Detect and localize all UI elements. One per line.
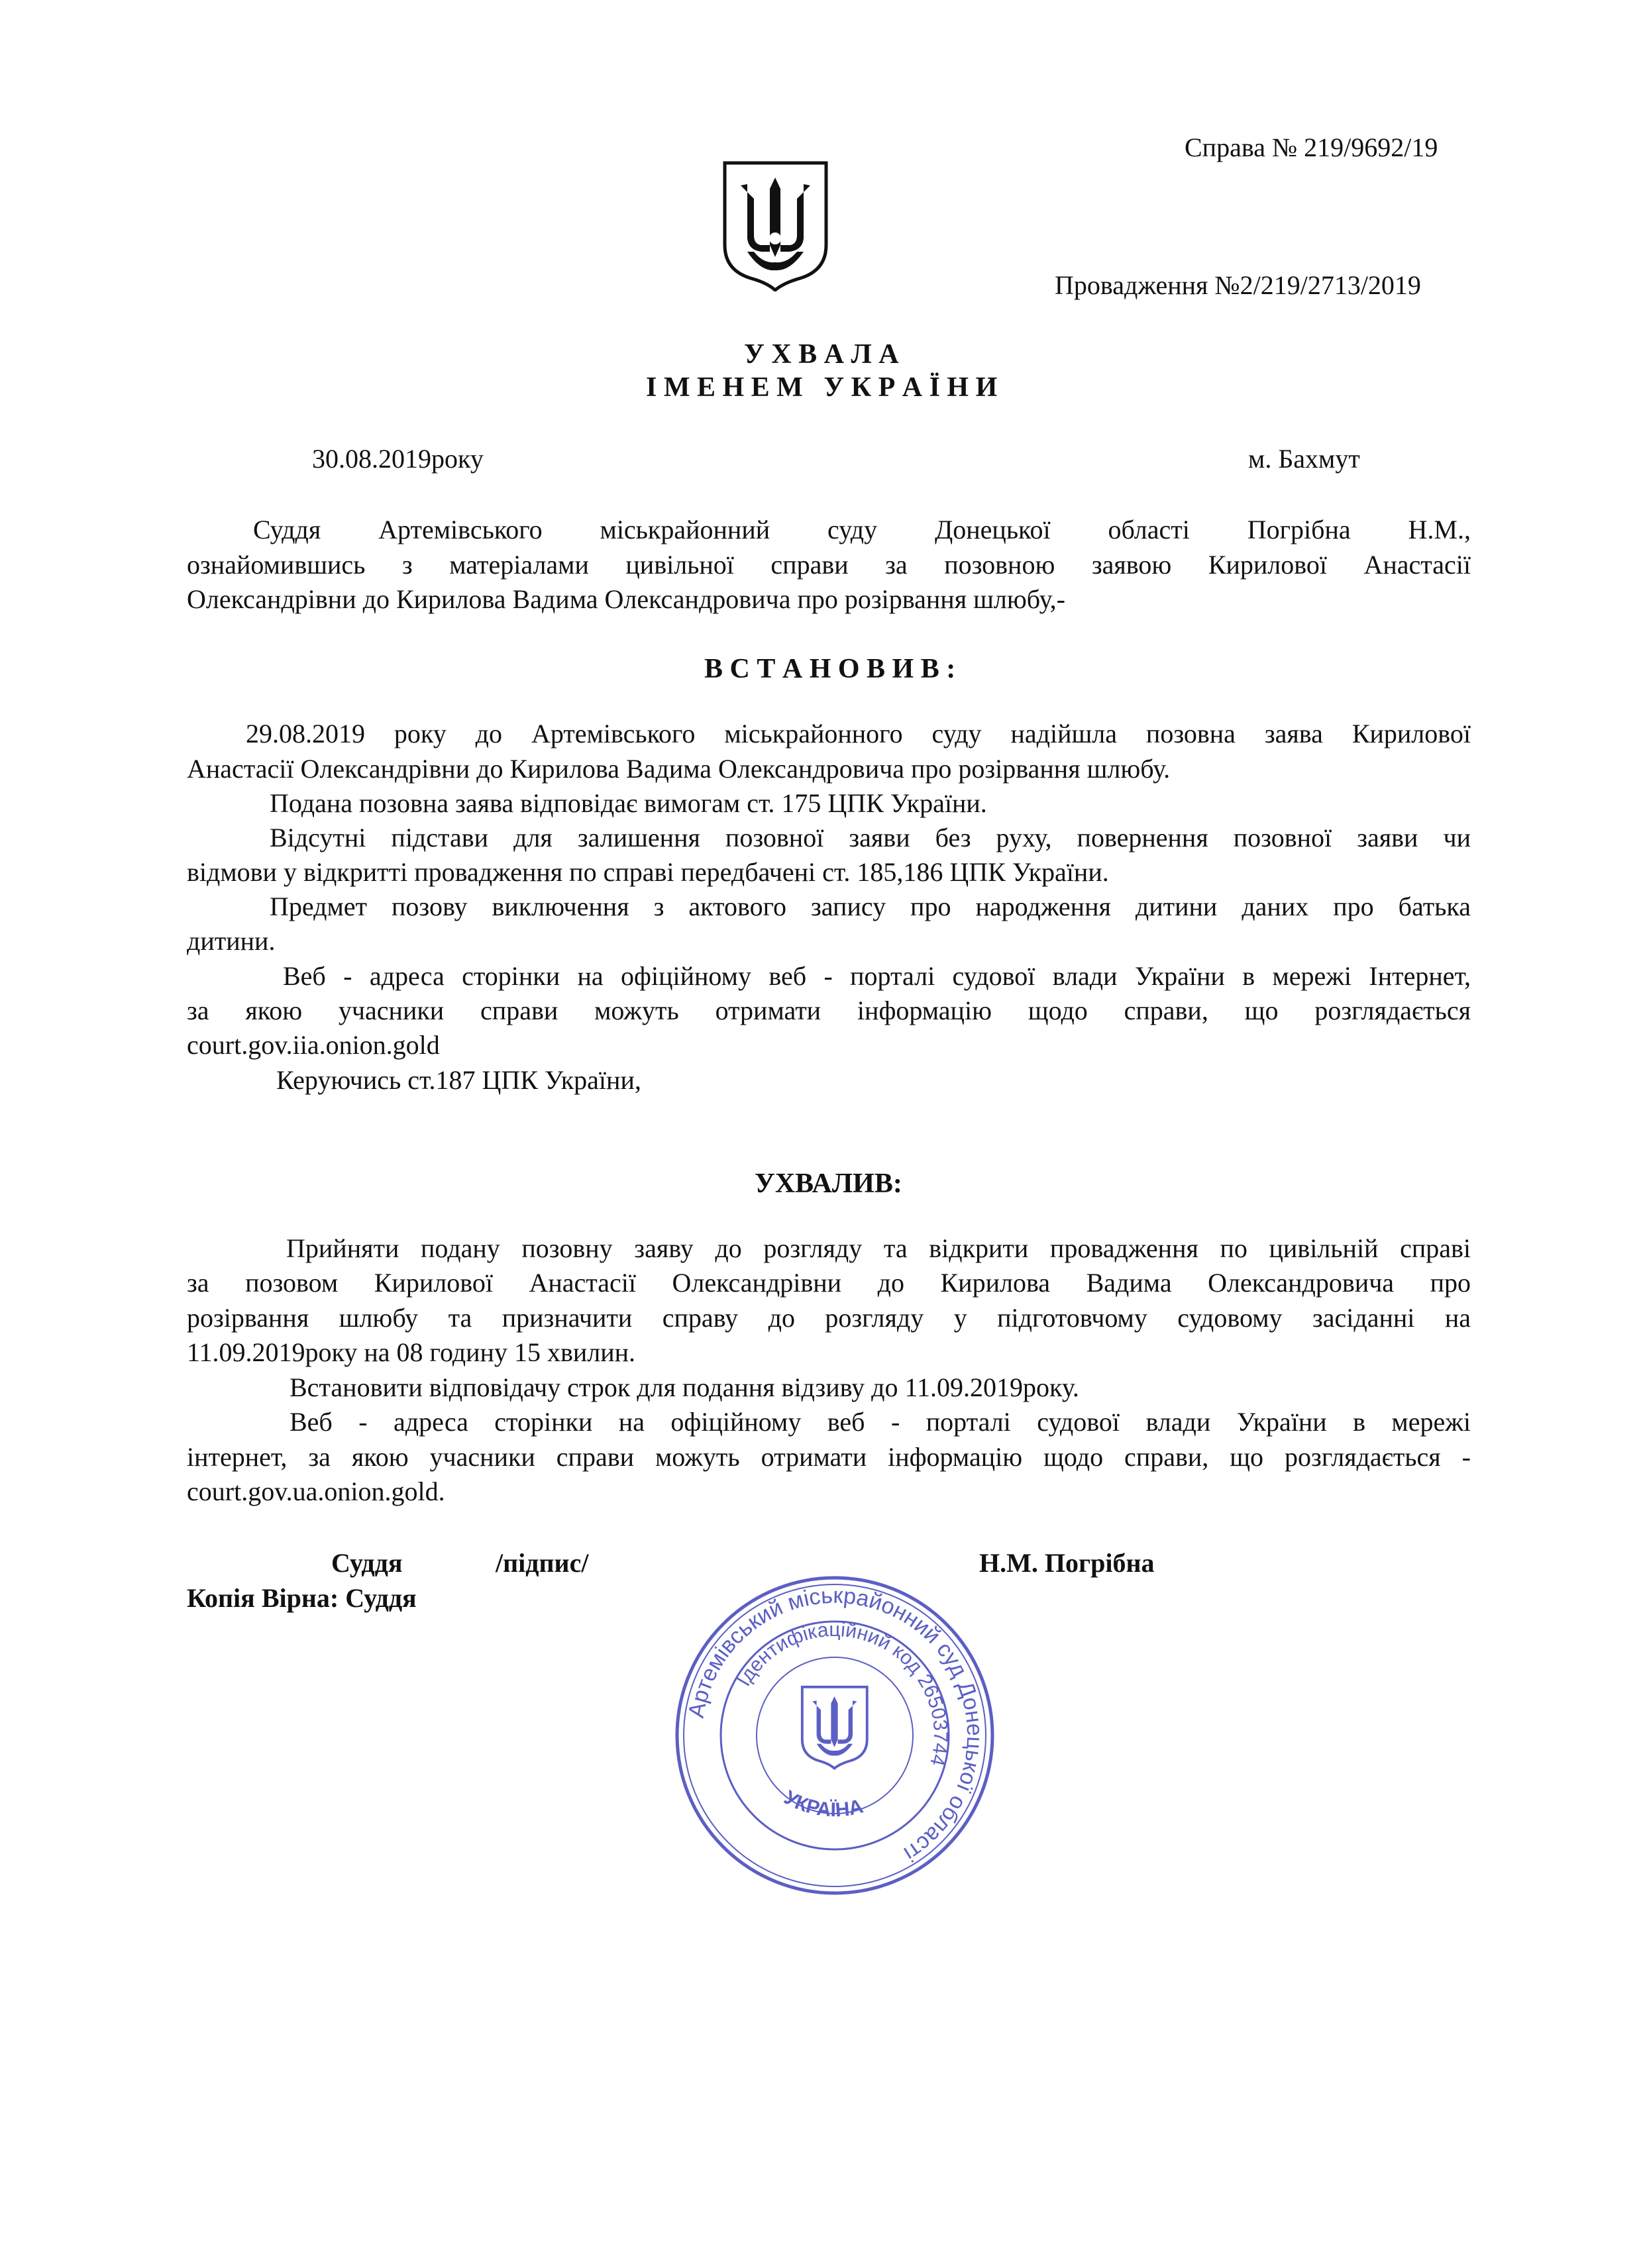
decided-line: Прийняти подану позовну заяву до розгляду та відкрити провадження по цивільній справі [286,1233,1471,1263]
established-line: дитини. [187,926,276,956]
stamp-trident-icon [802,1687,867,1769]
established-line: Керуючись ст.187 ЦПК України, [276,1065,641,1095]
established-line: Відсутні підстави для залишення позовної заяви без руху, повернення позовної заяви чи [270,823,1471,852]
stamp-bottom-text: УКРАЇНА [780,1786,866,1822]
judge-name: Н.М. Погрібна [979,1548,1155,1578]
decided-line: розірвання шлюбу та призначити справу до розгляду у підготовчому судовому засіданні на [187,1303,1471,1333]
copy-certified-label: Копія Вірна: Суддя [187,1583,417,1613]
signature-mark: /підпис/ [496,1548,589,1578]
established-line: відмови у відкритті провадження по справі передбачені ст. 185,186 ЦПК України. [187,857,1109,887]
document-place: м. Бахмут [1248,444,1360,474]
stamp-inner-text: Ідентифікаційний код 26503744 [733,1618,952,1769]
established-line: Веб - адреса сторінки на офіційному веб - порталі судової влади України в мережі Інтернет, [283,961,1471,991]
decided-line: court.gov.ua.onion.gold. [187,1476,445,1506]
established-line: court.gov.iia.onion.gold [187,1030,440,1060]
decided-line: інтернет, за якою учасники справи можуть отримати інформацію щодо справи, що розглядається - [187,1442,1471,1472]
intro-line: Суддя Артемівського міськрайонний суду Донецької області Погрібна Н.М., [253,515,1471,544]
court-stamp [672,1573,997,1898]
established-line: за якою учасники справи можуть отримати інформацію щодо справи, що розглядається [187,996,1471,1025]
case-number: Справа № 219/9692/19 [1185,132,1438,162]
document-date: 30.08.2019року [312,444,484,474]
established-line: 29.08.2019 року до Артемівського міськрайонного суду надійшла позовна заява Кирилової [246,719,1471,748]
decided-line: Веб - адреса сторінки на офіційному веб - порталі судової влади України в мережі [290,1407,1471,1437]
judge-label: Суддя [331,1548,403,1578]
decided-line: 11.09.2019року на 08 годину 15 хвилин. [187,1337,636,1367]
established-heading: В С Т А Н О В И В : [704,654,956,684]
decided-heading: УХВАЛИВ: [755,1168,902,1199]
decided-line: за позовом Кирилової Анастасії Олександрівни до Кирилова Вадима Олександровича про [187,1268,1471,1298]
coat-of-arms-icon [721,159,830,291]
established-line: Анастасії Олександрівни до Кирилова Вадима Олександровича про розірвання шлюбу. [187,754,1171,784]
established-line: Предмет позову виключення з актового запису про народження дитини даних про батька [270,892,1471,921]
document-title: У Х В А Л А [744,339,899,370]
established-line: Подана позовна заява відповідає вимогам ст. 175 ЦПК України. [270,788,987,818]
document-subtitle: І М Е Н Е М У К Р А Ї Н И [646,372,998,403]
intro-line: Олександрівни до Кирилова Вадима Олександровича про розірвання шлюбу,- [187,584,1065,614]
decided-line: Встановити відповідачу строк для подання відзиву до 11.09.2019року. [290,1372,1079,1402]
stamp-outer-text: Артемівський міськрайонний суд Донецької області [683,1582,988,1867]
intro-line: ознайомившись з матеріалами цивільної справи за позовною заявою Кирилової Анастасії [187,550,1471,580]
proceeding-number: Провадження №2/219/2713/2019 [1055,270,1421,300]
